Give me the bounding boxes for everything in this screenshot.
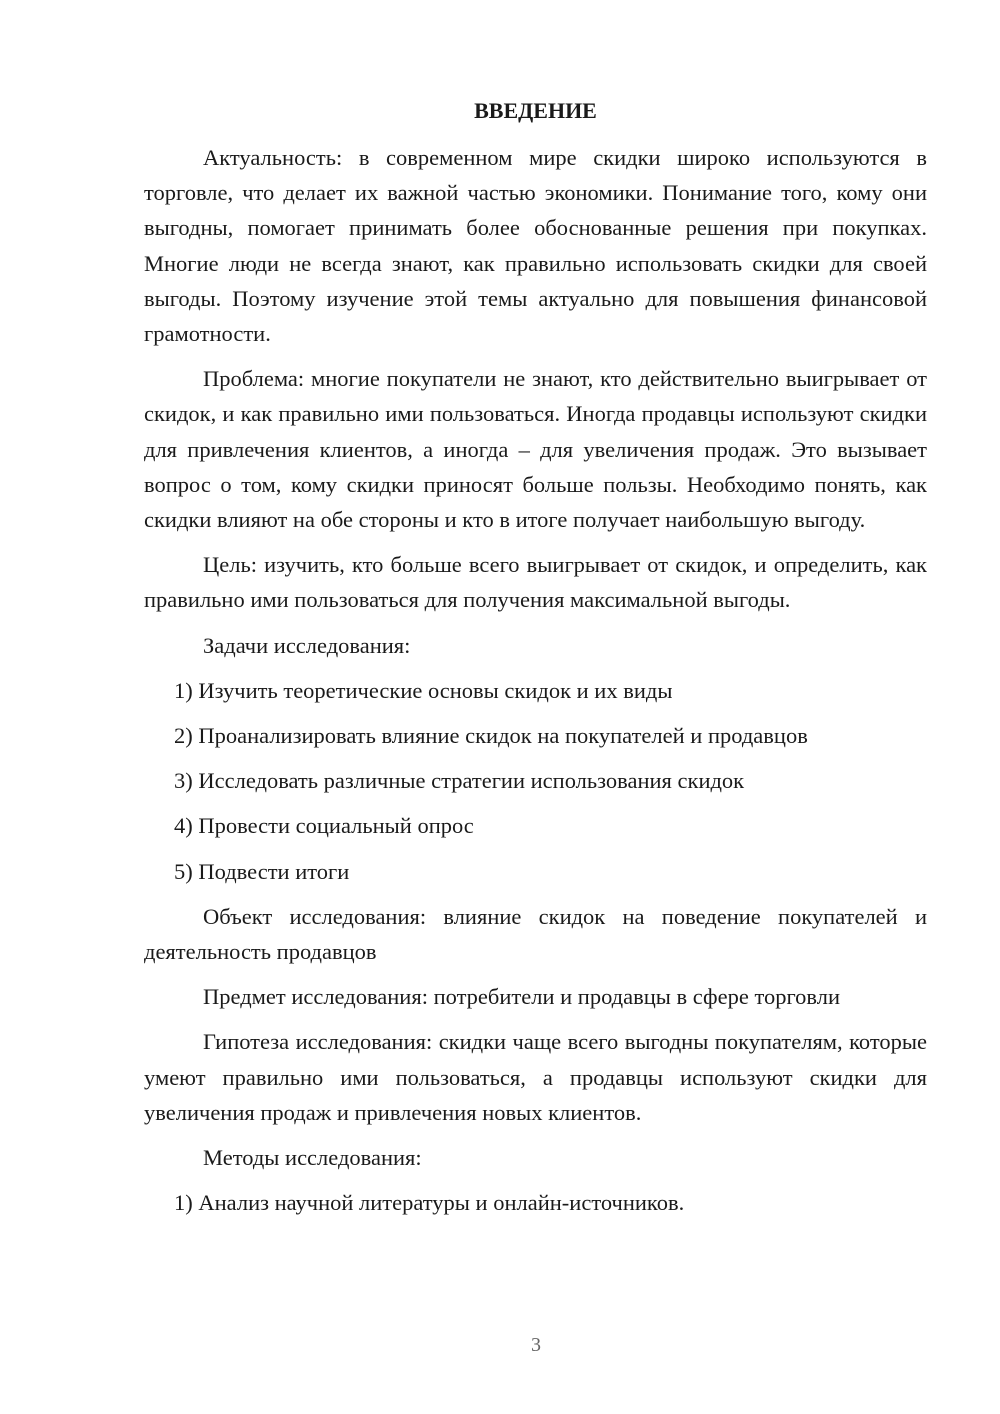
relevance-paragraph: Актуальность: в современном мире скидки широко используются в торговле, что делает их важной частью экономики. Понимание того, кому они выгодны, помогает принимать более обоснованные решения при покупках. Многие люди не всегда знают, как правильно использовать скидки для своей выгоды. Поэтому изучение этой темы актуально для повышения финансовой грамотности. <box>144 145 927 347</box>
goal-paragraph: Цель: изучить, кто больше всего выигрывает от скидок, и определить, как правильно ими пользоваться для получения максимальной выгоды. <box>144 552 927 613</box>
page-content <box>144 94 927 1230</box>
page-number: 3 <box>531 1334 541 1356</box>
task-item: 4) Провести социальный опрос <box>174 813 474 839</box>
tasks-heading: Задачи исследования: <box>203 632 411 658</box>
problem-paragraph: Проблема: многие покупатели не знают, кто действительно выигрывает от скидок, и как правильно ими пользоваться. Иногда продавцы используют скидки для привлечения клиентов, а иногда – для увеличения продаж. Это вызывает вопрос о том, кому скидки приносят больше пользы. Необходимо понять, как скидки влияют на обе стороны и кто в итоге получает наибольшую выгоду. <box>144 366 927 533</box>
method-item: 1) Анализ научной литературы и онлайн-источников. <box>174 1190 685 1216</box>
methods-heading: Методы исследования: <box>203 1145 422 1171</box>
subject-paragraph: Предмет исследования: потребители и продавцы в сфере торговли <box>203 984 840 1010</box>
object-paragraph: Объект исследования: влияние скидок на поведение покупателей и деятельность продавцов <box>144 903 927 965</box>
task-item: 5) Подвести итоги <box>174 858 350 884</box>
task-item: 3) Исследовать различные стратегии использования скидок <box>174 768 745 794</box>
hypothesis-paragraph: Гипотеза исследования: скидки чаще всего выгодны покупателям, которые умеют правильно ими пользоваться, а продавцы используют скидки для увеличения продаж и привлечения новых клиентов. <box>144 1029 927 1125</box>
task-item: 2) Проанализировать влияние скидок на покупателей и продавцов <box>174 723 808 749</box>
task-item: 1) Изучить теоретические основы скидок и их виды <box>174 677 673 703</box>
section-title: ВВЕДЕНИЕ <box>474 98 597 123</box>
